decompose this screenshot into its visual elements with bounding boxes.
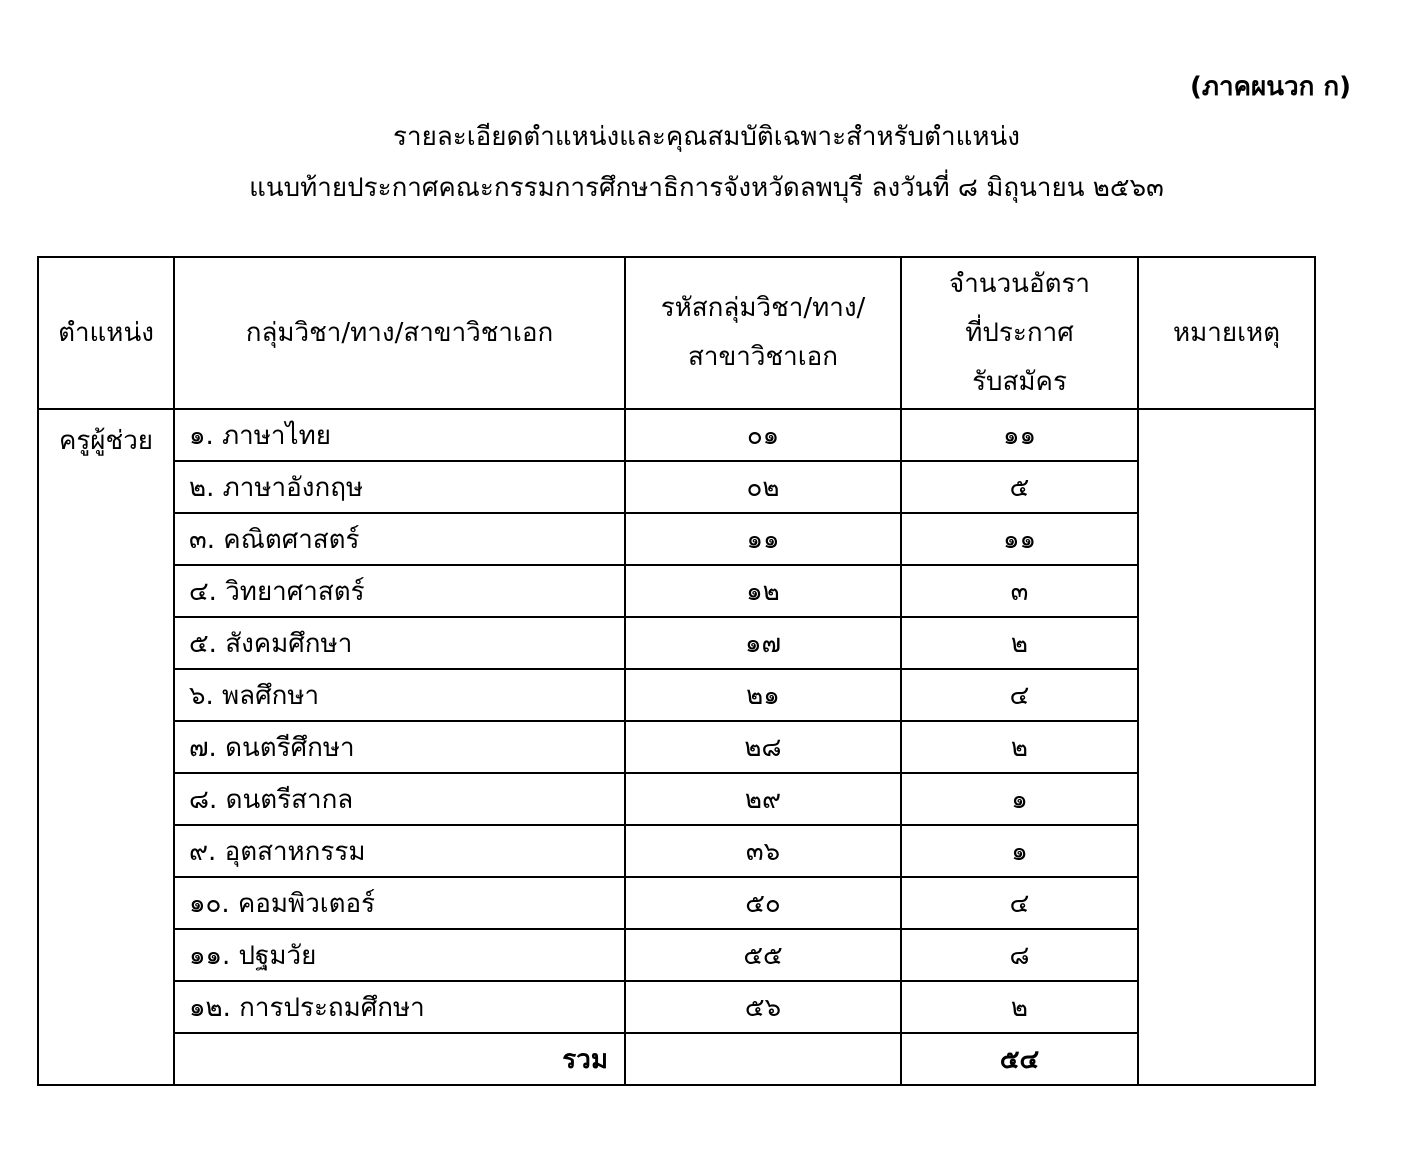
subject-cell: ๘. ดนตรีสากล	[174, 773, 625, 825]
table-row	[38, 981, 1315, 1033]
count-cell: ๑๑	[901, 409, 1138, 461]
code-cell: ๕๕	[625, 929, 901, 981]
position-cell: ครูผู้ช่วย	[38, 409, 174, 1085]
header-remark: หมายเหตุ	[1138, 257, 1315, 409]
header-subject: กลุ่มวิชา/ทาง/สาขาวิชาเอก	[174, 257, 625, 409]
table-header-row	[38, 257, 1315, 409]
table-row	[38, 565, 1315, 617]
count-cell: ๒	[901, 981, 1138, 1033]
document-subtitle: แนบท้ายประกาศคณะกรรมการศึกษาธิการจังหวัดลพบุรี ลงวันที่ ๘ มิถุนายน ๒๕๖๓	[249, 173, 1164, 203]
count-cell: ๒	[901, 721, 1138, 773]
subject-cell: ๑๒. การประถมศึกษา	[174, 981, 625, 1033]
table-row	[38, 877, 1315, 929]
table-row	[38, 409, 1315, 461]
header-count-line3: รับสมัคร	[972, 366, 1067, 397]
total-value: ๕๔	[901, 1033, 1138, 1085]
total-label: รวม	[174, 1033, 625, 1085]
total-row	[38, 1033, 1315, 1085]
header-code-line1: รหัสกลุ่มวิชา/ทาง/	[660, 293, 866, 323]
subject-cell: ๑๐. คอมพิวเตอร์	[174, 877, 625, 929]
count-cell: ๑๑	[901, 513, 1138, 565]
code-cell: ๒๘	[625, 721, 901, 773]
code-cell: ๐๑	[625, 409, 901, 461]
subject-cell: ๑. ภาษาไทย	[174, 409, 625, 461]
code-cell: ๒๑	[625, 669, 901, 721]
code-cell: ๑๒	[625, 565, 901, 617]
subject-cell: ๕. สังคมศึกษา	[174, 617, 625, 669]
header-count	[901, 257, 1138, 409]
subject-cell: ๒. ภาษาอังกฤษ	[174, 461, 625, 513]
code-cell: ๑๑	[625, 513, 901, 565]
subject-cell: ๗. ดนตรีศึกษา	[174, 721, 625, 773]
code-cell: ๕๖	[625, 981, 901, 1033]
code-cell: ๓๖	[625, 825, 901, 877]
positions-table	[37, 256, 1316, 1086]
code-cell: ๒๙	[625, 773, 901, 825]
count-cell: ๒	[901, 617, 1138, 669]
count-cell: ๕	[901, 461, 1138, 513]
table-row	[38, 669, 1315, 721]
count-cell: ๑	[901, 825, 1138, 877]
count-cell: ๘	[901, 929, 1138, 981]
table-row	[38, 617, 1315, 669]
header-count-line2: ที่ประกาศ	[965, 317, 1074, 348]
subject-cell: ๔. วิทยาศาสตร์	[174, 565, 625, 617]
subject-cell: ๑๑. ปฐมวัย	[174, 929, 625, 981]
count-cell: ๑	[901, 773, 1138, 825]
code-cell: ๕๐	[625, 877, 901, 929]
count-cell: ๔	[901, 877, 1138, 929]
code-cell: ๐๒	[625, 461, 901, 513]
subject-cell: ๓. คณิตศาสตร์	[174, 513, 625, 565]
table-row	[38, 773, 1315, 825]
count-cell: ๓	[901, 565, 1138, 617]
code-cell: ๑๗	[625, 617, 901, 669]
header-code	[625, 257, 901, 409]
subject-cell: ๙. อุตสาหกรรม	[174, 825, 625, 877]
table-row	[38, 461, 1315, 513]
appendix-label: (ภาคผนวก ก)	[1189, 72, 1351, 102]
remark-cell	[1138, 409, 1315, 1085]
header-count-line1: จำนวนอัตรา	[948, 268, 1091, 299]
document-title: รายละเอียดตำแหน่งและคุณสมบัติเฉพาะสำหรับตำแหน่ง	[393, 122, 1020, 152]
table-row	[38, 513, 1315, 565]
header-code-line2: สาขาวิชาเอก	[688, 342, 838, 372]
header-position: ตำแหน่ง	[38, 257, 174, 409]
total-code-cell	[625, 1033, 901, 1085]
table-row	[38, 721, 1315, 773]
count-cell: ๔	[901, 669, 1138, 721]
subject-cell: ๖. พลศึกษา	[174, 669, 625, 721]
table-row	[38, 929, 1315, 981]
table-row	[38, 825, 1315, 877]
